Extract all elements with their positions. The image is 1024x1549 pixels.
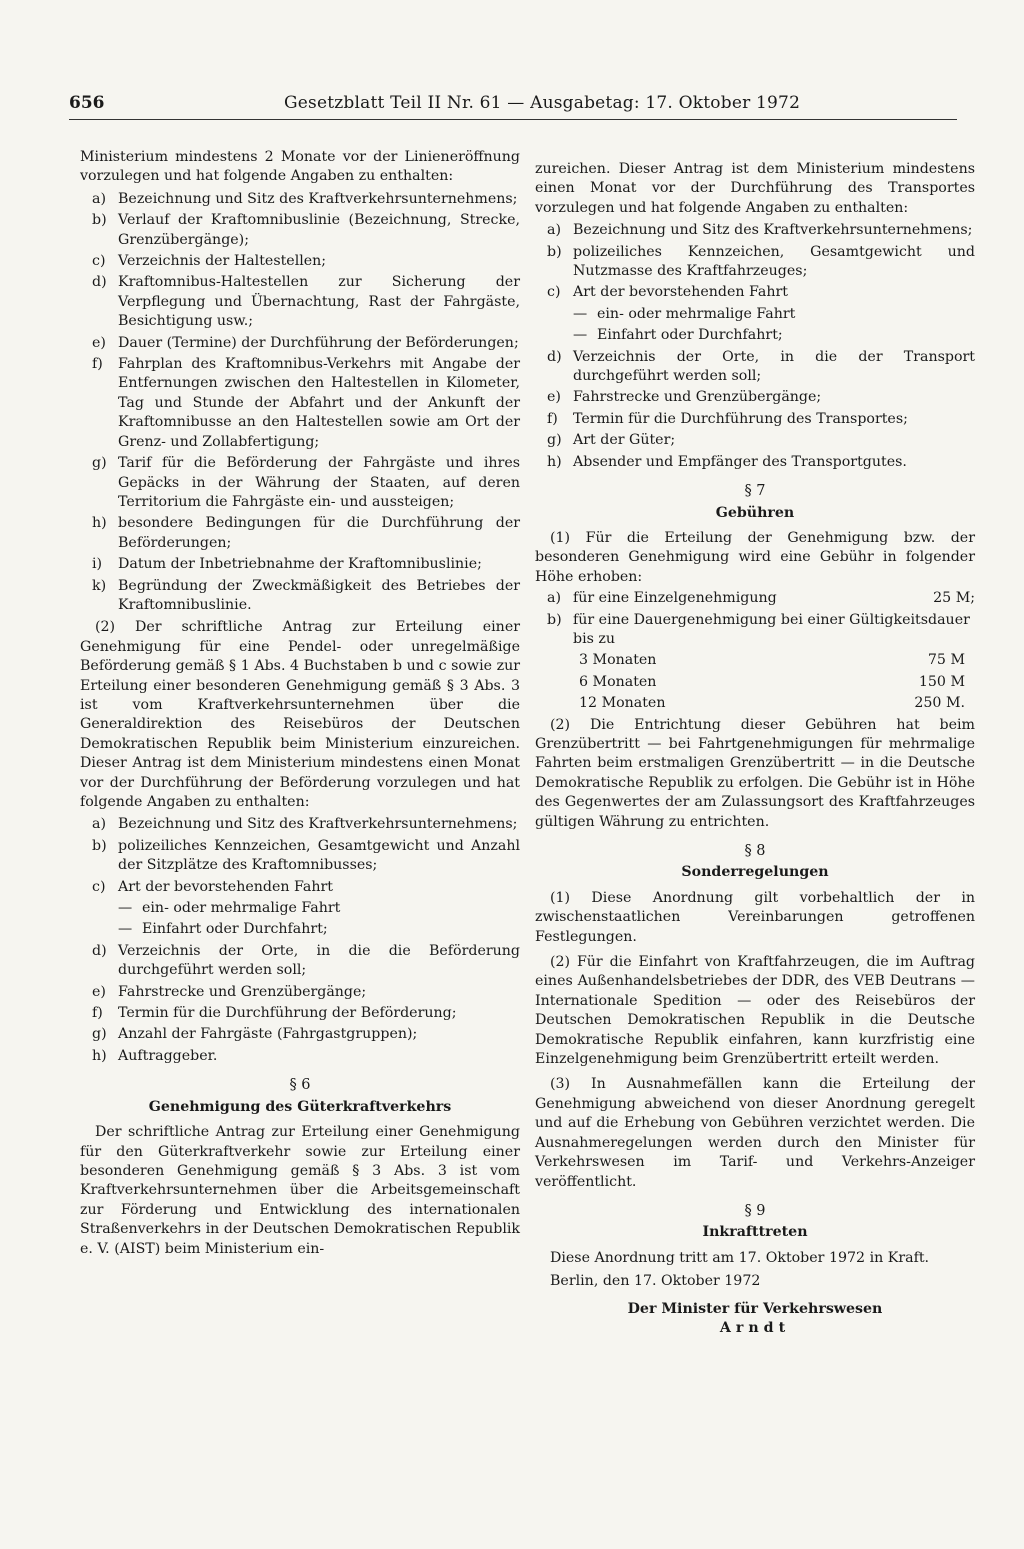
fee-table xyxy=(535,589,975,713)
section-6-title: Genehmigung des Güterkraftverkehrs xyxy=(148,1098,452,1115)
sub-item: — Einfahrt oder Durchfahrt; xyxy=(573,327,783,344)
list-item: h) besondere Bedingungen für die Durchführung der Beförderungen; xyxy=(92,515,520,551)
list-item: c) Art der bevorstehenden Fahrt xyxy=(92,878,333,895)
list-item: d) Verzeichnis der Orte, in die die Beförderung durchgeführt werden soll; xyxy=(92,942,520,979)
list-item: c) Verzeichnis der Haltestellen; xyxy=(92,253,327,270)
list-item: d) Kraftomnibus-Haltestellen zur Sicherung der Verpflegung und Übernachtung, Rast der Fahrgäste, Besichtigung usw.; xyxy=(92,274,520,330)
signer-title: Der Minister für Verkehrswesen xyxy=(627,1300,883,1317)
page-header xyxy=(69,94,949,120)
section-6-number: § 6 xyxy=(289,1077,311,1094)
list-item: c) Art der bevorstehenden Fahrt xyxy=(547,284,788,301)
left-list-1 xyxy=(80,190,520,616)
section-8-paragraph-2: (2) Für die Einfahrt von Kraftfahrzeugen, die im Auftrag eines Außenhandelsbetriebes der DDR, des VEB Deutrans — Internationale Spedition — oder des Reisebüros der Deutschen Demokratischen Republik in die Deutsche Demokratische Republik einfahren, kann kurzfristig eine Einzelgenehmigung beim Grenzübertritt erteilt werden. xyxy=(535,954,975,1068)
list-item: b) polizeiliches Kennzeichen, Gesamtgewicht und Nutzmasse des Kraftfahrzeuges; xyxy=(547,243,975,280)
list-item: g) Anzahl der Fahrgäste (Fahrgastgruppen); xyxy=(92,1026,418,1043)
place-date: Berlin, den 17. Oktober 1972 xyxy=(550,1273,761,1290)
list-item: i) Datum der Inbetriebnahme der Kraftomnibuslinie; xyxy=(92,556,482,573)
list-item: k) Begründung der Zweckmäßigkeit des Betriebes der Kraftomnibuslinie. xyxy=(92,577,520,613)
list-item: a) Bezeichnung und Sitz des Kraftverkehrsunternehmens; xyxy=(92,816,518,833)
left-intro: Ministerium mindestens 2 Monate vor der Linieneröffnung vorzulegen und hat folgende Angaben zu enthalten: xyxy=(80,149,520,185)
list-item: b) Verlauf der Kraftomnibuslinie (Bezeichnung, Strecke, Grenzübergänge); xyxy=(92,212,520,248)
fee-row: b) für eine Dauergenehmigung bei einer Gültigkeitsdauer bis zu xyxy=(547,611,970,647)
sub-item: — Einfahrt oder Durchfahrt; xyxy=(118,921,328,938)
section-7-number: § 7 xyxy=(744,483,766,500)
section-9-number: § 9 xyxy=(744,1202,766,1219)
section-9-text: Diese Anordnung tritt am 17. Oktober 1972 in Kraft. xyxy=(550,1249,930,1266)
duration-row: 12 Monaten 250 M. xyxy=(579,695,965,712)
list-item: f) Fahrplan des Kraftomnibus-Verkehrs mit Angabe der Entfernungen zwischen den Haltestellen in Kilometer, Tag und Stunde der Abfahrt und der Ankunft der Kraftomnibusse an den Haltestellen sowie am Ort der Grenz- und Zollabfertigung; xyxy=(92,356,520,450)
duration-row: 3 Monaten 75 M xyxy=(579,652,965,669)
section-7-title: Gebühren xyxy=(715,504,795,521)
duration-row: 6 Monaten 150 M xyxy=(579,673,965,690)
left-list-2 xyxy=(80,815,520,1066)
section-8-title: Sonderregelungen xyxy=(681,864,829,881)
fee-row: a) für eine Einzelgenehmigung 25 M; xyxy=(547,590,975,607)
section-6-text: Der schriftliche Antrag zur Erteilung einer Genehmigung für den Güterkraftverkehr sowie zur Erteilung einer besonderen Genehmigung gemäß § 3 Abs. 3 ist vom Kraftverkehrsunternehmen über die Arbeitsgemeinschaft zur Förderung und Entwicklung des internationalen Straßenverkehrs in der Deutschen Demokratischen Republik e. V. (AIST) beim Ministerium ein- xyxy=(80,1124,520,1257)
section-7-paragraph-2: (2) Die Entrichtung dieser Gebühren hat beim Grenzübertritt — bei Fahrtgenehmigungen für mehrmalige Fahrten beim erstmaligen Grenzübertritt — in die Deutsche Demokratische Republik zu erfolgen. Die Gebühr ist in Höhe des Gegenwertes der am Zulassungsort des Kraftfahrzeuges gültigen Währung zu entrichten. xyxy=(535,716,975,830)
left-column xyxy=(80,148,520,1259)
list-item: f) Termin für die Durchführung des Transportes; xyxy=(547,410,908,427)
list-item: d) Verzeichnis der Orte, in die der Transport durchgeführt werden soll; xyxy=(547,348,975,385)
section-8-paragraph-1: (1) Diese Anordnung gilt vorbehaltlich der in zwischenstaatlichen Vereinbarungen getroffenen Festlegungen. xyxy=(535,889,975,945)
list-item: f) Termin für die Durchführung der Beförderung; xyxy=(92,1005,457,1022)
right-intro: zureichen. Dieser Antrag ist dem Ministerium mindestens einen Monat vor der Durchführung des Transportes vorzulegen und hat folgende Angaben zu enthalten: xyxy=(535,161,975,216)
section-8-number: § 8 xyxy=(744,843,766,859)
left-paragraph-2: (2) Der schriftliche Antrag zur Erteilung einer Genehmigung für eine Pendel- oder unregelmäßige Beförderung gemäß § 1 Abs. 4 Buchstaben b und c sowie zur Erteilung einer besonderen Genehmigung gemäß § 3 Abs. 3 ist vom Kraftverkehrsunternehmen über die Generaldirektion des Reisebüros der Deutschen Demokratischen Republik beim Ministerium einzureichen. Dieser Antrag ist dem Ministerium mindestens einen Monat vor der Durchführung der Beförderung vorzulegen und hat folgende Angaben zu enthalten: xyxy=(80,619,520,810)
right-list-1 xyxy=(535,221,975,472)
page-number: 656 xyxy=(69,93,105,113)
list-item: g) Tarif für die Beförderung der Fahrgäste und ihres Gepäcks in der Währung der Staaten, auf deren Territorium die Fahrgäste ein- und aussteigen; xyxy=(92,455,520,510)
list-item: e) Fahrstrecke und Grenzübergänge; xyxy=(547,389,822,406)
section-7-paragraph-1: (1) Für die Erteilung der Genehmigung bzw. der besonderen Genehmigung wird eine Gebühr in folgender Höhe erhoben: xyxy=(535,529,975,585)
list-item: e) Dauer (Termine) der Durchführung der Beförderungen; xyxy=(92,334,519,351)
list-item: a) Bezeichnung und Sitz des Kraftverkehrsunternehmens; xyxy=(547,222,973,239)
list-item: b) polizeiliches Kennzeichen, Gesamtgewicht und Anzahl der Sitzplätze des Kraftomnibusses; xyxy=(92,837,520,874)
header-title: Gesetzblatt Teil II Nr. 61 — Ausgabetag: 17. Oktober 1972 xyxy=(284,93,801,113)
list-item: a) Bezeichnung und Sitz des Kraftverkehrsunternehmens; xyxy=(92,190,518,207)
list-item: h) Absender und Empfänger des Transportgutes. xyxy=(547,453,907,470)
sub-item: — ein- oder mehrmalige Fahrt xyxy=(573,305,796,322)
signer-name: Arndt xyxy=(719,1319,791,1336)
list-item: h) Auftraggeber. xyxy=(92,1047,218,1064)
sub-item: — ein- oder mehrmalige Fahrt xyxy=(118,900,341,917)
section-8-paragraph-3: (3) In Ausnahmefällen kann die Erteilung der Genehmigung abweichend von dieser Anordnung geregelt und auf die Erhebung von Gebühren verzichtet werden. Die Ausnahmeregelungen werden durch den Minister für Verkehrswesen im Tarif- und Verkehrs-Anzeiger veröffentlicht. xyxy=(535,1076,975,1190)
list-item: e) Fahrstrecke und Grenzübergänge; xyxy=(92,983,367,1000)
list-item: g) Art der Güter; xyxy=(547,432,676,449)
header-rule xyxy=(69,119,957,120)
right-column xyxy=(535,160,975,1338)
section-9-title: Inkrafttreten xyxy=(702,1224,808,1241)
